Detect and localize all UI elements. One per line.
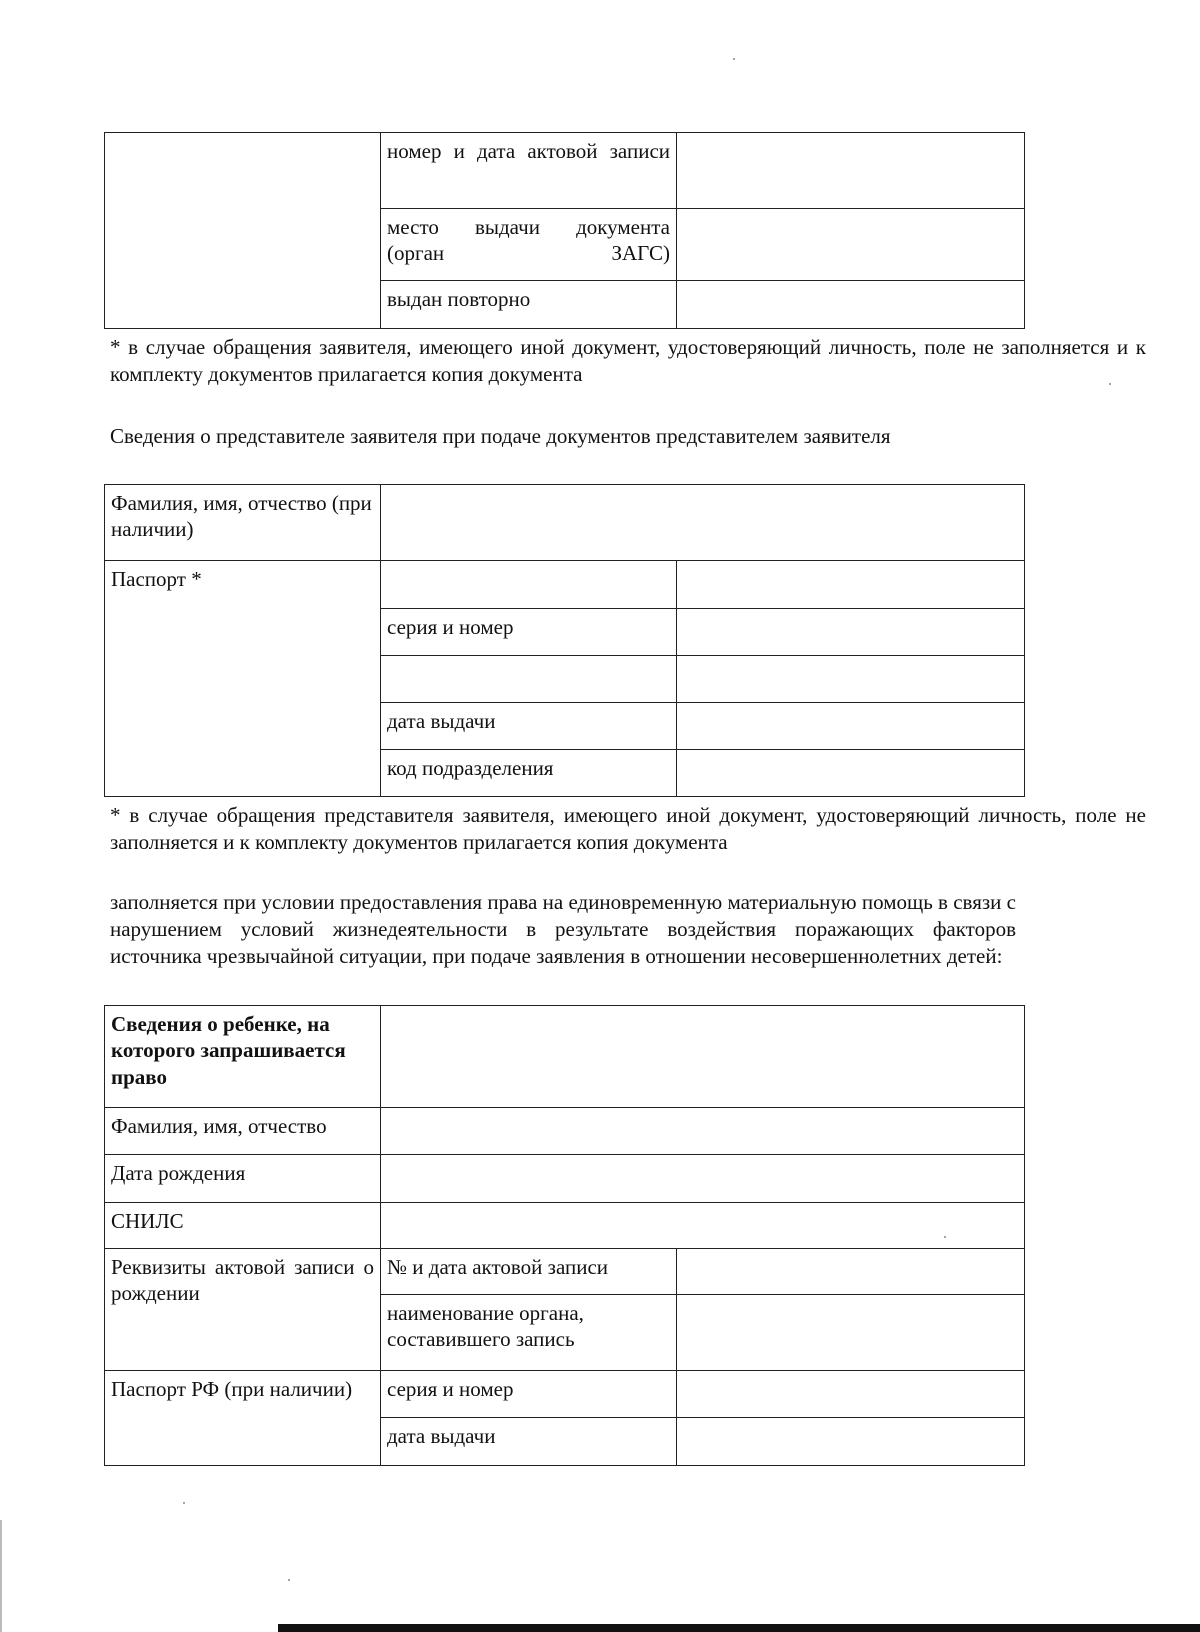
child-passport-issue-date-field[interactable] <box>677 1418 1025 1466</box>
act-record-number-date-label: номер и дата актовой записи <box>381 133 677 209</box>
child-fio-label: Фамилия, имя, отчество <box>105 1108 381 1155</box>
birth-record-authority-label: наименование органа, составившего запись <box>381 1295 677 1371</box>
passport-row-blank-1 <box>381 561 677 609</box>
issue-place-label: место выдачи документа (орган ЗАГС) <box>381 209 677 281</box>
representative-fio-field[interactable] <box>381 485 1025 561</box>
passport-row-blank-2-field[interactable] <box>677 656 1025 703</box>
child-passport-series-number-label: серия и номер <box>381 1371 677 1418</box>
representative-passport-label: Паспорт * <box>105 561 381 797</box>
passport-division-code-label: код подразделения <box>381 750 677 797</box>
scan-edge-bottom <box>278 1624 1200 1632</box>
scan-speck <box>1109 383 1111 385</box>
civil-registry-table <box>104 132 1025 329</box>
scan-edge-left <box>0 1520 2 1632</box>
footnote-applicant: * в случае обращения заявителя, имеющего иной документ, удостоверяющий личность, поле не заполняется и к комплекту документов прилагается копия документа <box>110 335 1146 386</box>
birth-record-number-date-field[interactable] <box>677 1249 1025 1295</box>
child-info-header-field[interactable] <box>381 1006 1025 1108</box>
child-passport-series-number-field[interactable] <box>677 1371 1025 1418</box>
representative-heading: Сведения о представителе заявителя при подаче документов представителем заявителя <box>110 424 891 448</box>
child-birth-date-label: Дата рождения <box>105 1155 381 1203</box>
child-fio-field[interactable] <box>381 1108 1025 1155</box>
passport-series-number-label: серия и номер <box>381 609 677 656</box>
representative-table <box>104 484 1025 797</box>
representative-fio-label: Фамилия, имя, отчество (при наличии) <box>105 485 381 561</box>
child-passport-issue-date-label: дата выдачи <box>381 1418 677 1466</box>
passport-issue-date-label: дата выдачи <box>381 703 677 750</box>
child-section-intro: заполняется при условии предоставления права на единовременную материальную помощь в связи с нарушением условий жизнедеятельности в результате воздействия поражающих факторов источника чрезвычайной ситуации, при подаче заявления в отношении несовершеннолетних детей: <box>110 890 1016 968</box>
passport-series-number-field[interactable] <box>677 609 1025 656</box>
child-info-table <box>104 1005 1025 1466</box>
passport-row-blank-1-field[interactable] <box>677 561 1025 609</box>
passport-row-blank-2 <box>381 656 677 703</box>
issue-place-field[interactable] <box>677 209 1025 281</box>
footnote-representative: * в случае обращения представителя заявителя, имеющего иной документ, удостоверяющий личность, поле не заполняется и к комплекту документов прилагается копия документа <box>110 803 1146 854</box>
reissued-field[interactable] <box>677 281 1025 329</box>
reissued-label: выдан повторно <box>381 281 677 329</box>
scan-speck <box>288 1579 290 1581</box>
birth-record-number-date-label: № и дата актовой записи <box>381 1249 677 1295</box>
passport-division-code-field[interactable] <box>677 750 1025 797</box>
birth-record-label: Реквизиты актовой записи о рождении <box>105 1249 381 1371</box>
child-info-header: Сведения о ребенке, на которого запрашивается право <box>105 1006 381 1108</box>
child-snils-field[interactable] <box>381 1203 1025 1249</box>
empty-label-cell <box>105 133 381 329</box>
child-passport-label: Паспорт РФ (при наличии) <box>105 1371 381 1466</box>
act-record-number-date-field[interactable] <box>677 133 1025 209</box>
scan-speck <box>944 1236 946 1238</box>
scan-speck <box>183 1502 185 1504</box>
scan-speck <box>733 58 735 60</box>
passport-issue-date-field[interactable] <box>677 703 1025 750</box>
child-birth-date-field[interactable] <box>381 1155 1025 1203</box>
child-snils-label: СНИЛС <box>105 1203 381 1249</box>
birth-record-authority-field[interactable] <box>677 1295 1025 1371</box>
